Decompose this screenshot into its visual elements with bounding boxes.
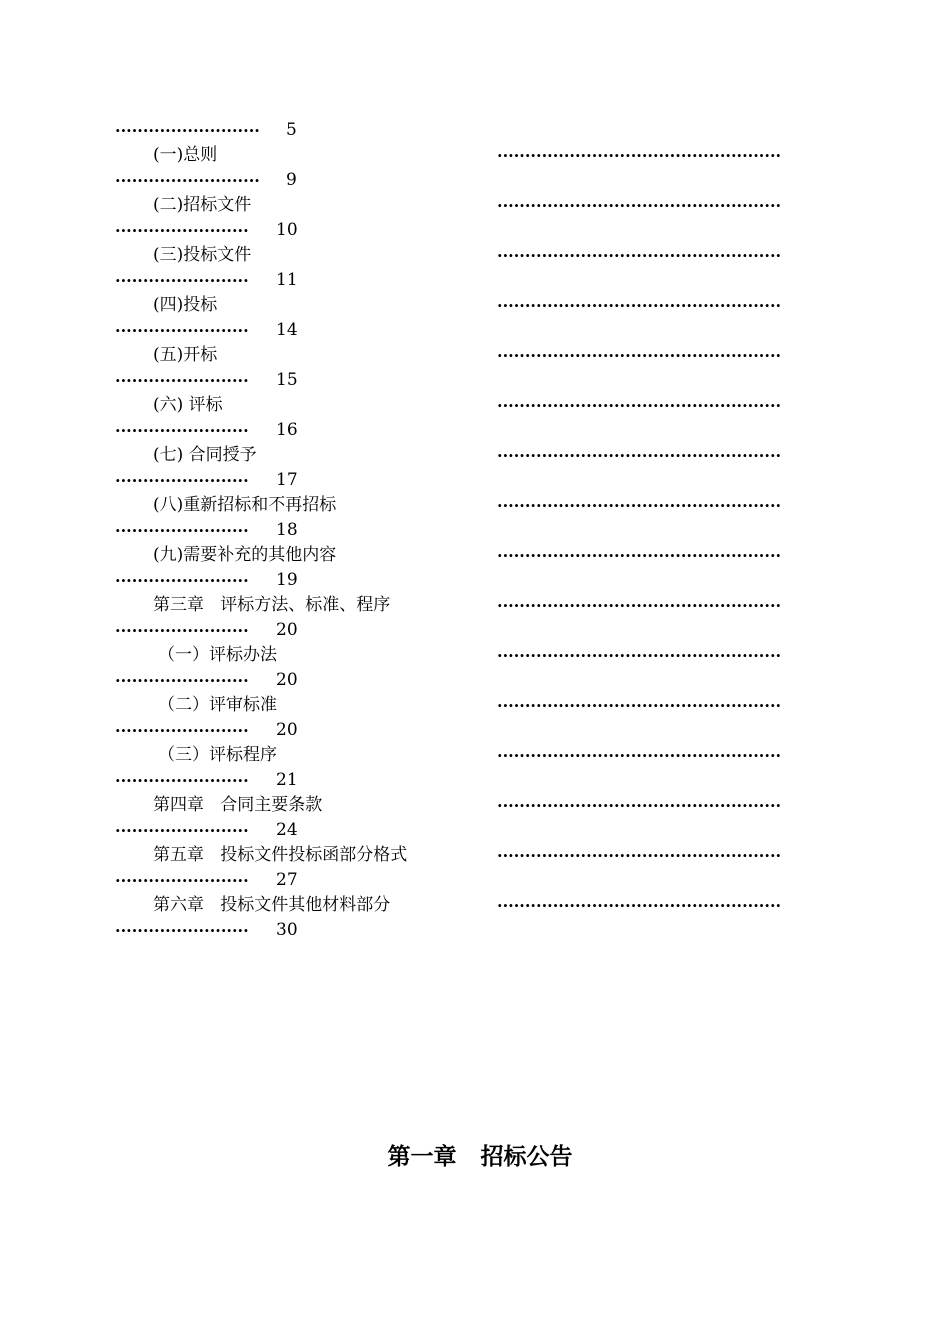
toc-leader-dots: ···················································	[497, 646, 782, 665]
toc-page-number: 20	[276, 720, 298, 740]
toc-leader-dots: ···················································	[497, 346, 782, 365]
toc-entry-title: （二）评审标准	[158, 695, 277, 715]
toc-leader-row	[0, 318, 950, 343]
toc-leader-dots: ························	[115, 371, 249, 390]
toc-entry[interactable]	[0, 543, 950, 568]
chapter-heading: 第一章 招标公告	[387, 1144, 573, 1170]
toc-leader-dots: ························	[115, 421, 249, 440]
toc-leader-dots: ························	[115, 871, 249, 890]
toc-page-number: 27	[276, 870, 298, 890]
toc-entry-title: (七) 合同授予	[153, 445, 257, 465]
toc-leader-row	[0, 418, 950, 443]
toc-page-number: 16	[276, 420, 298, 440]
toc-leader-dots: ···················································	[497, 846, 782, 865]
toc-entry[interactable]	[0, 493, 950, 518]
toc-leader-row	[0, 368, 950, 393]
toc-leader-dots: ···················································	[497, 596, 782, 615]
toc-entry-title: （三）评标程序	[158, 745, 277, 765]
toc-entry[interactable]	[0, 143, 950, 168]
toc-leader-row	[0, 568, 950, 593]
toc-leader-row	[0, 718, 950, 743]
toc-page-number: 5	[286, 120, 297, 140]
toc-leader-dots: ···················································	[497, 246, 782, 265]
toc-entry-title: 第六章 投标文件其他材料部分	[153, 895, 391, 915]
toc-leader-dots: ···················································	[497, 196, 782, 215]
toc-leader-dots: ························	[115, 321, 249, 340]
toc-entry-title: (一)总则	[153, 145, 218, 165]
toc-leader-row	[0, 218, 950, 243]
toc-entry[interactable]	[0, 843, 950, 868]
toc-page-number: 18	[276, 520, 298, 540]
toc-leader-dots: ························	[115, 271, 249, 290]
toc-leader-row	[0, 468, 950, 493]
toc-entry-title: (九)需要补充的其他内容	[153, 545, 337, 565]
toc-entry[interactable]	[0, 893, 950, 918]
toc-entry[interactable]	[0, 393, 950, 418]
toc-leader-dots: ························	[115, 921, 249, 940]
toc-leader-row	[0, 518, 950, 543]
table-of-contents	[0, 118, 950, 943]
toc-page-number: 14	[276, 320, 298, 340]
toc-page-number: 24	[276, 820, 298, 840]
toc-leader-dots: ···················································	[497, 296, 782, 315]
toc-page-number: 15	[276, 370, 298, 390]
toc-leader-row	[0, 818, 950, 843]
toc-page-number: 20	[276, 670, 298, 690]
toc-leader-dots: ························	[115, 221, 249, 240]
toc-leader-row	[0, 918, 950, 943]
toc-leader-dots: ························	[115, 471, 249, 490]
toc-entry[interactable]	[0, 293, 950, 318]
toc-page-number: 30	[276, 920, 298, 940]
toc-leader-dots: ···················································	[497, 896, 782, 915]
toc-entry-title: (二)招标文件	[153, 195, 252, 215]
toc-entry[interactable]	[0, 643, 950, 668]
toc-leader-dots: ···················································	[497, 546, 782, 565]
toc-leader-row	[0, 668, 950, 693]
toc-leader-dots: ························	[115, 571, 249, 590]
toc-leader-dots: ···················································	[497, 396, 782, 415]
toc-leader-dots: ························	[115, 671, 249, 690]
toc-leader-dots: ···················································	[497, 796, 782, 815]
toc-entry-title: (八)重新招标和不再招标	[153, 495, 337, 515]
toc-entry-title: (五)开标	[153, 345, 218, 365]
toc-entry[interactable]	[0, 243, 950, 268]
toc-entry[interactable]	[0, 743, 950, 768]
toc-leader-dots: ···················································	[497, 746, 782, 765]
toc-page-number: 11	[276, 270, 298, 290]
toc-leader-row	[0, 268, 950, 293]
toc-leader-dots: ···················································	[497, 696, 782, 715]
toc-entry[interactable]	[0, 793, 950, 818]
toc-leader-dots: ························	[115, 771, 249, 790]
toc-entry-title: (四)投标	[153, 295, 218, 315]
toc-entry-title: 第三章 评标方法、标准、程序	[153, 595, 391, 615]
toc-entry[interactable]	[0, 693, 950, 718]
toc-leader-dots: ························	[115, 521, 249, 540]
toc-entry-title: (三)投标文件	[153, 245, 252, 265]
toc-entry[interactable]	[0, 443, 950, 468]
toc-page-number: 17	[276, 470, 298, 490]
toc-leader-dots: ························	[115, 721, 249, 740]
toc-page-number: 9	[286, 170, 297, 190]
toc-leader-row	[0, 618, 950, 643]
toc-leader-row	[0, 168, 950, 193]
toc-leader-dots: ···················································	[497, 446, 782, 465]
toc-leader-row	[0, 868, 950, 893]
toc-entry[interactable]	[0, 193, 950, 218]
toc-entry-title: （一）评标办法	[158, 645, 277, 665]
toc-leader-row	[0, 768, 950, 793]
toc-leader-dots: ···················································	[497, 496, 782, 515]
toc-entry-title: 第四章 合同主要条款	[153, 795, 323, 815]
toc-leader-dots: ························	[115, 621, 249, 640]
toc-leader-dots: ··························	[115, 121, 260, 140]
toc-page-number: 20	[276, 620, 298, 640]
toc-page-number: 19	[276, 570, 298, 590]
toc-entry[interactable]	[0, 593, 950, 618]
toc-leader-dots: ···················································	[497, 146, 782, 165]
toc-entry-title: 第五章 投标文件投标函部分格式	[153, 845, 408, 865]
toc-leader-row	[0, 118, 950, 143]
toc-leader-dots: ··························	[115, 171, 260, 190]
toc-leader-dots: ························	[115, 821, 249, 840]
toc-entry-title: (六) 评标	[153, 395, 223, 415]
toc-entry[interactable]	[0, 343, 950, 368]
toc-page-number: 21	[276, 770, 298, 790]
toc-page-number: 10	[276, 220, 298, 240]
